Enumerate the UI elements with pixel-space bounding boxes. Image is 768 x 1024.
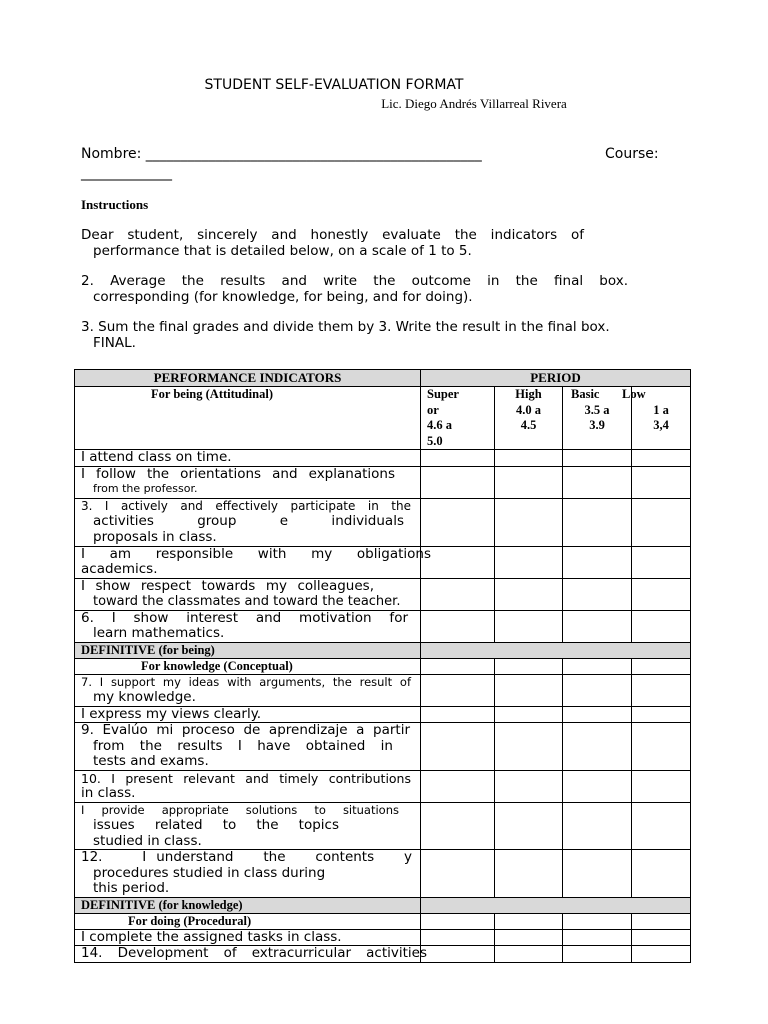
rating-super-label: Super xyxy=(427,387,459,401)
indicator-10-line-2: in class. xyxy=(81,785,136,801)
rating-super-range: 4.6 a xyxy=(427,418,452,432)
course-label: Course: xyxy=(605,146,659,162)
instructions-heading: Instructions xyxy=(81,197,149,212)
score-cell[interactable] xyxy=(421,802,495,850)
indicator-11-line-3: studied in class. xyxy=(93,832,202,849)
instruction-2-line-1: 2. Average the results and write the outcome in the final box. xyxy=(81,273,628,289)
score-cell[interactable] xyxy=(632,946,691,963)
score-cell[interactable] xyxy=(495,946,563,963)
indicator-2 xyxy=(75,466,421,498)
score-cell[interactable] xyxy=(495,802,563,850)
indicator-3-line-3: proposals in class. xyxy=(93,528,217,545)
evaluation-table xyxy=(74,369,691,963)
score-cell[interactable] xyxy=(563,706,632,723)
indicator-6-line-1: 6. I show interest and motivation for xyxy=(81,609,408,626)
score-cell[interactable] xyxy=(632,610,691,642)
indicator-9 xyxy=(75,723,421,771)
score-cell[interactable] xyxy=(421,546,495,578)
score-cell[interactable] xyxy=(632,466,691,498)
score-cell[interactable] xyxy=(563,929,632,946)
score-cell[interactable] xyxy=(421,770,495,802)
indicator-7 xyxy=(75,674,421,706)
definitive-knowledge-score[interactable] xyxy=(421,897,691,913)
score-cell[interactable] xyxy=(495,929,563,946)
score-cell[interactable] xyxy=(563,466,632,498)
indicator-5-line-2: toward the classmates and toward the teacher. xyxy=(93,594,401,609)
indicator-2-line-1: I follow the orientations and explanations xyxy=(81,465,395,482)
score-cell[interactable] xyxy=(495,674,563,706)
indicator-2-line-2: from the professor. xyxy=(93,482,198,495)
section-being-heading: For being (Attitudinal) xyxy=(75,387,421,450)
rating-low xyxy=(622,387,691,450)
indicator-14 xyxy=(75,945,427,963)
indicator-11-line-1: I provide appropriate solutions to situations xyxy=(81,802,399,817)
instruction-1-line-2: performance that is detailed below, on a scale of 1 to 5. xyxy=(93,242,472,259)
score-cell[interactable] xyxy=(563,546,632,578)
score-cell[interactable] xyxy=(421,946,495,963)
rating-high-label: High xyxy=(515,387,542,401)
instruction-3-line-1: 3. Sum the final grades and divide them by 3. Write the result in the final box. xyxy=(81,319,610,335)
indicator-3 xyxy=(75,498,421,546)
score-cell[interactable] xyxy=(563,850,632,898)
score-cell[interactable] xyxy=(421,706,495,723)
score-cell[interactable] xyxy=(421,498,495,546)
table-row xyxy=(75,770,691,802)
score-cell[interactable] xyxy=(632,929,691,946)
rating-super-range-end: 5.0 xyxy=(427,433,443,448)
indicator-1: I attend class on time. xyxy=(75,450,421,467)
score-cell[interactable] xyxy=(563,610,632,642)
definitive-row xyxy=(75,897,691,913)
instruction-3-line-2: FINAL. xyxy=(93,334,136,351)
score-cell[interactable] xyxy=(421,610,495,642)
score-cell[interactable] xyxy=(563,723,632,771)
indicator-6 xyxy=(75,610,421,642)
table-row xyxy=(75,498,691,546)
score-cell[interactable] xyxy=(495,610,563,642)
indicator-12-line-3: this period. xyxy=(93,880,170,896)
table-row xyxy=(75,466,691,498)
score-cell[interactable] xyxy=(563,802,632,850)
score-cell[interactable] xyxy=(632,850,691,898)
rating-super xyxy=(421,387,495,450)
score-cell[interactable] xyxy=(495,498,563,546)
rating-basic-range-end: 3.9 xyxy=(589,418,605,432)
table-row xyxy=(75,706,691,723)
instruction-2-line-2: corresponding (for knowledge, for being, and for doing). xyxy=(93,288,473,305)
indicator-8: I express my views clearly. xyxy=(75,706,421,723)
score-cell[interactable] xyxy=(495,770,563,802)
table-row xyxy=(75,546,691,578)
indicator-5-line-1: I show respect towards my colleagues, xyxy=(81,577,374,594)
score-cell[interactable] xyxy=(421,674,495,706)
document-title: STUDENT SELF-EVALUATION FORMAT xyxy=(204,77,464,93)
score-cell[interactable] xyxy=(421,850,495,898)
score-cell[interactable] xyxy=(495,546,563,578)
rating-low-label: Low xyxy=(622,387,646,401)
indicators-header: PERFORMANCE INDICATORS xyxy=(75,370,421,387)
score-cell[interactable] xyxy=(421,723,495,771)
instruction-1 xyxy=(81,228,584,259)
score-cell[interactable] xyxy=(421,450,495,467)
indicator-4 xyxy=(75,545,431,578)
indicator-9-line-2: from the results I have obtained in xyxy=(93,737,393,754)
score-cell[interactable] xyxy=(632,723,691,771)
indicator-3-line-2: activities group e individuals xyxy=(93,513,404,529)
score-cell[interactable] xyxy=(495,706,563,723)
rating-super-label-2: or xyxy=(427,402,439,417)
indicator-14-line-1: 14. Development of extracurricular activities xyxy=(81,945,427,961)
definitive-being-score[interactable] xyxy=(421,642,691,658)
score-cell[interactable] xyxy=(495,723,563,771)
rating-high-range-end: 4.5 xyxy=(520,418,537,432)
indicator-11 xyxy=(75,802,421,850)
instruction-1-line-1: Dear student, sincerely and honestly evaluate the indicators of xyxy=(81,227,584,243)
score-cell[interactable] xyxy=(632,770,691,802)
score-cell[interactable] xyxy=(632,546,691,578)
score-cell[interactable] xyxy=(632,450,691,467)
score-cell[interactable] xyxy=(421,466,495,498)
score-cell[interactable] xyxy=(563,578,632,610)
table-row xyxy=(75,946,691,963)
score-cell[interactable] xyxy=(495,450,563,467)
score-cell[interactable] xyxy=(632,578,691,610)
table-row xyxy=(75,674,691,706)
score-cell[interactable] xyxy=(632,706,691,723)
indicator-13: I complete the assigned tasks in class. xyxy=(75,929,421,946)
score-cell[interactable] xyxy=(421,929,495,946)
section-doing-heading: For doing (Procedural) xyxy=(75,913,421,929)
table-row xyxy=(75,723,691,771)
indicator-12 xyxy=(75,850,421,898)
indicator-7-line-2: my knowledge. xyxy=(93,689,196,705)
section-knowledge-heading: For knowledge (Conceptual) xyxy=(75,658,421,674)
score-cell[interactable] xyxy=(632,674,691,706)
indicator-10 xyxy=(75,770,421,802)
instruction-3 xyxy=(81,320,634,351)
indicator-7-line-1: 7. I support my ideas with arguments, the result of xyxy=(81,674,411,689)
score-cell[interactable] xyxy=(563,674,632,706)
name-field: Nombre: ________________________________________________ xyxy=(81,146,482,162)
indicator-9-line-1: 9. Evalúo mi proceso de aprendizaje a partir xyxy=(81,722,410,738)
table-row xyxy=(75,450,691,467)
indicator-4-line-2: academics. xyxy=(81,561,158,577)
rating-basic-range: 3.5 a xyxy=(584,402,610,417)
definitive-knowledge-label: DEFINITIVE (for knowledge) xyxy=(75,897,421,913)
document-subtitle: Lic. Diego Andrés Villarreal Rivera xyxy=(381,96,567,111)
rating-high-range: 4.0 a xyxy=(516,402,541,417)
table-row xyxy=(75,850,691,898)
indicator-11-line-2: issues related to the topics xyxy=(93,817,339,833)
indicator-10-line-1: 10. I present relevant and timely contributions xyxy=(81,770,411,786)
score-cell[interactable] xyxy=(632,498,691,546)
table-row xyxy=(75,578,691,610)
rating-high xyxy=(495,387,563,450)
indicator-4-line-1: I am responsible with my obligations xyxy=(81,545,431,562)
indicator-12-line-1: 12. I understand the contents y xyxy=(81,849,412,865)
indicator-6-line-2: learn mathematics. xyxy=(93,625,225,641)
course-field: _____________ xyxy=(81,165,172,181)
score-cell[interactable] xyxy=(563,770,632,802)
indicator-3-line-1: 3. I actively and effectively participate in the xyxy=(81,498,411,513)
score-cell[interactable] xyxy=(421,578,495,610)
rating-low-range: 1 a xyxy=(653,402,669,417)
score-cell[interactable] xyxy=(495,850,563,898)
rating-basic-label: Basic xyxy=(571,387,600,401)
score-cell[interactable] xyxy=(495,466,563,498)
score-cell[interactable] xyxy=(563,450,632,467)
indicator-9-line-3: tests and exams. xyxy=(93,753,209,769)
table-row xyxy=(75,802,691,850)
definitive-row xyxy=(75,642,691,658)
score-cell[interactable] xyxy=(495,578,563,610)
indicator-5 xyxy=(75,578,421,610)
rating-low-range-end: 3,4 xyxy=(653,418,669,432)
instruction-2 xyxy=(81,274,628,305)
period-header: PERIOD xyxy=(421,370,691,387)
score-cell[interactable] xyxy=(563,498,632,546)
indicator-12-line-2: procedures studied in class during xyxy=(93,864,326,881)
score-cell[interactable] xyxy=(632,802,691,850)
definitive-being-label: DEFINITIVE (for being) xyxy=(75,642,421,658)
table-row xyxy=(75,610,691,642)
score-cell[interactable] xyxy=(563,946,632,963)
table-row xyxy=(75,929,691,946)
